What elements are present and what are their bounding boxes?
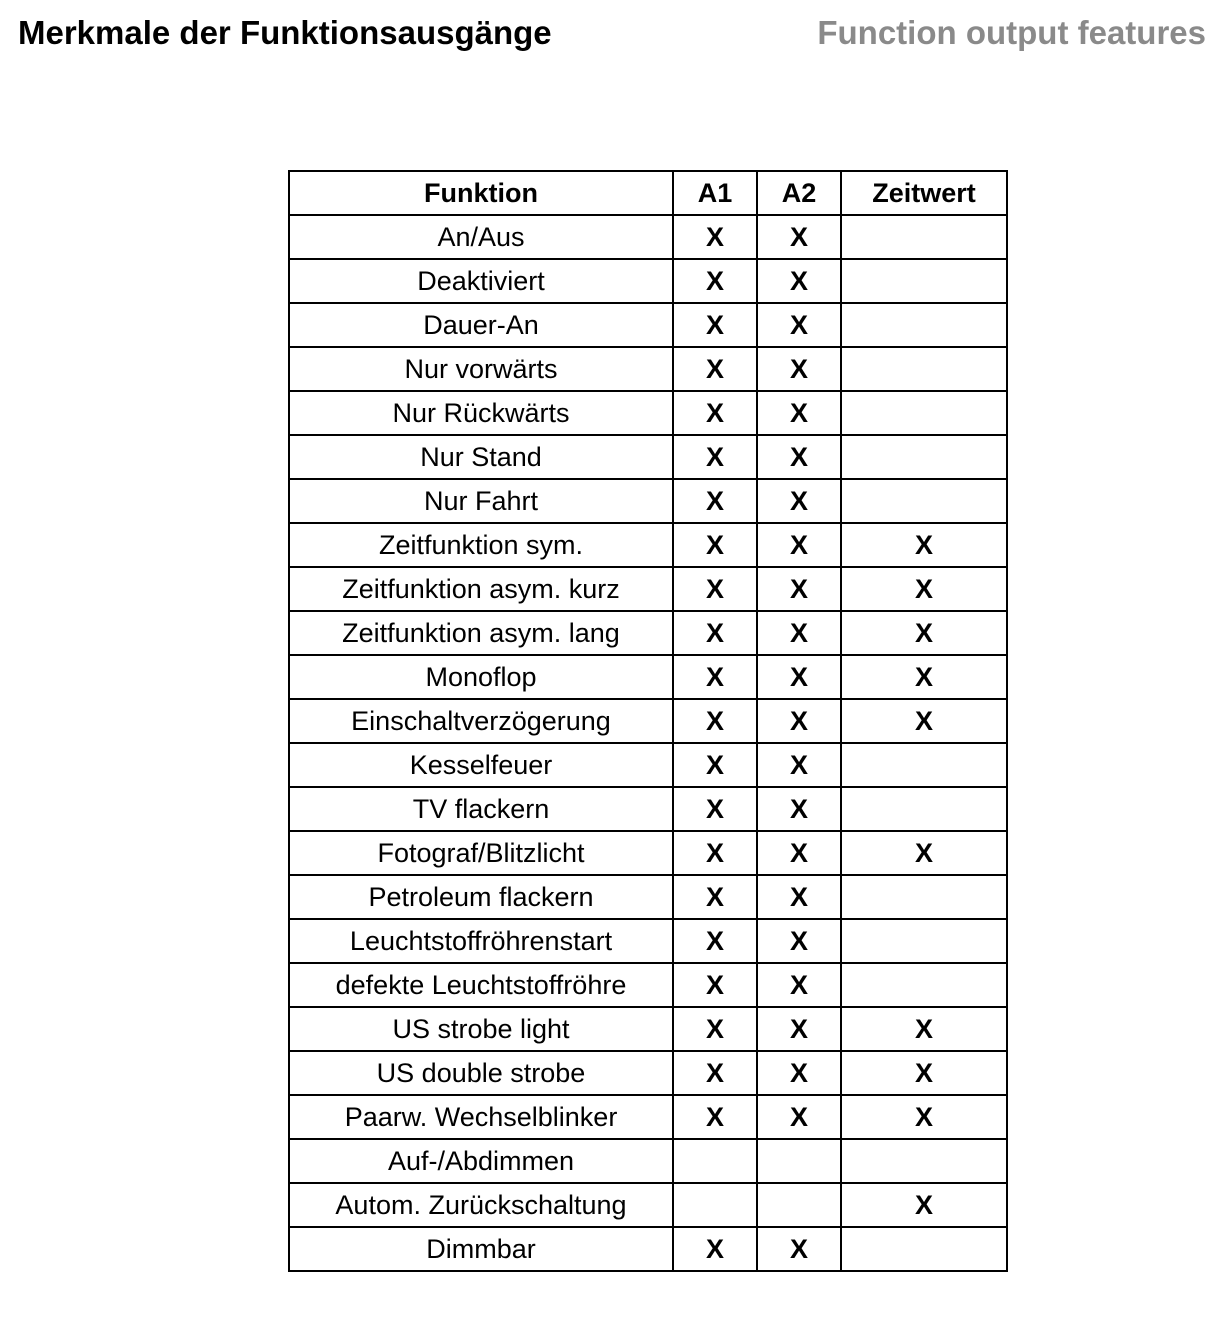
cell-a1: X xyxy=(673,391,757,435)
cell-a2: X xyxy=(757,523,841,567)
cell-funktion: Leuchtstoffröhrenstart xyxy=(289,919,673,963)
cell-a1: X xyxy=(673,523,757,567)
cell-a2: X xyxy=(757,831,841,875)
cell-a1: X xyxy=(673,743,757,787)
cell-zeitwert: X xyxy=(841,831,1007,875)
table-row xyxy=(289,655,1007,699)
table-row xyxy=(289,1095,1007,1139)
cell-a2 xyxy=(757,1183,841,1227)
cell-funktion: Nur vorwärts xyxy=(289,347,673,391)
cell-funktion: Paarw. Wechselblinker xyxy=(289,1095,673,1139)
cell-zeitwert xyxy=(841,259,1007,303)
function-features-table xyxy=(288,170,1008,1272)
cell-funktion: Dimmbar xyxy=(289,1227,673,1271)
cell-funktion: Fotograf/Blitzlicht xyxy=(289,831,673,875)
table-row xyxy=(289,1183,1007,1227)
cell-a1: X xyxy=(673,303,757,347)
table-row xyxy=(289,875,1007,919)
cell-a2: X xyxy=(757,567,841,611)
cell-zeitwert xyxy=(841,435,1007,479)
cell-a1: X xyxy=(673,919,757,963)
table-row xyxy=(289,259,1007,303)
cell-a2 xyxy=(757,1139,841,1183)
cell-funktion: Zeitfunktion asym. lang xyxy=(289,611,673,655)
cell-zeitwert: X xyxy=(841,611,1007,655)
cell-funktion: Autom. Zurückschaltung xyxy=(289,1183,673,1227)
cell-a2: X xyxy=(757,875,841,919)
column-header-funktion: Funktion xyxy=(289,171,673,215)
cell-funktion: US strobe light xyxy=(289,1007,673,1051)
cell-a2: X xyxy=(757,611,841,655)
cell-a1: X xyxy=(673,1051,757,1095)
table-row xyxy=(289,1051,1007,1095)
table-header-row xyxy=(289,171,1007,215)
cell-zeitwert xyxy=(841,347,1007,391)
column-header-a2: A2 xyxy=(757,171,841,215)
cell-a1: X xyxy=(673,963,757,1007)
cell-zeitwert xyxy=(841,743,1007,787)
cell-a1: X xyxy=(673,1227,757,1271)
cell-zeitwert xyxy=(841,919,1007,963)
cell-a2: X xyxy=(757,215,841,259)
cell-zeitwert xyxy=(841,787,1007,831)
cell-a2: X xyxy=(757,919,841,963)
table-row xyxy=(289,567,1007,611)
cell-funktion: Nur Stand xyxy=(289,435,673,479)
cell-a1: X xyxy=(673,699,757,743)
cell-zeitwert: X xyxy=(841,567,1007,611)
cell-a2: X xyxy=(757,787,841,831)
cell-zeitwert xyxy=(841,303,1007,347)
cell-funktion: US double strobe xyxy=(289,1051,673,1095)
cell-a2: X xyxy=(757,259,841,303)
cell-funktion: Dauer-An xyxy=(289,303,673,347)
cell-a2: X xyxy=(757,303,841,347)
cell-funktion: Monoflop xyxy=(289,655,673,699)
page-title-german: Merkmale der Funktionsausgänge xyxy=(18,14,552,51)
cell-a2: X xyxy=(757,1095,841,1139)
cell-zeitwert: X xyxy=(841,523,1007,567)
cell-zeitwert xyxy=(841,875,1007,919)
cell-a2: X xyxy=(757,391,841,435)
table-row xyxy=(289,1007,1007,1051)
cell-a2: X xyxy=(757,479,841,523)
table-row xyxy=(289,215,1007,259)
cell-a1 xyxy=(673,1183,757,1227)
table-row xyxy=(289,479,1007,523)
cell-funktion: TV flackern xyxy=(289,787,673,831)
cell-a2: X xyxy=(757,435,841,479)
cell-funktion: Nur Fahrt xyxy=(289,479,673,523)
table-row xyxy=(289,743,1007,787)
cell-a2: X xyxy=(757,1227,841,1271)
cell-a1: X xyxy=(673,479,757,523)
table-row xyxy=(289,1139,1007,1183)
cell-zeitwert: X xyxy=(841,1051,1007,1095)
cell-a1: X xyxy=(673,259,757,303)
cell-a2: X xyxy=(757,1051,841,1095)
cell-a1: X xyxy=(673,347,757,391)
table-row xyxy=(289,523,1007,567)
cell-funktion: Einschaltverzögerung xyxy=(289,699,673,743)
cell-a1: X xyxy=(673,655,757,699)
cell-a1: X xyxy=(673,831,757,875)
cell-zeitwert xyxy=(841,1139,1007,1183)
table-row xyxy=(289,391,1007,435)
table-row xyxy=(289,1227,1007,1271)
cell-a2: X xyxy=(757,743,841,787)
cell-zeitwert: X xyxy=(841,1007,1007,1051)
table-row xyxy=(289,435,1007,479)
column-header-zeitwert: Zeitwert xyxy=(841,171,1007,215)
cell-funktion: Zeitfunktion asym. kurz xyxy=(289,567,673,611)
cell-a2: X xyxy=(757,655,841,699)
cell-a2: X xyxy=(757,963,841,1007)
table-row xyxy=(289,303,1007,347)
cell-funktion: Petroleum flackern xyxy=(289,875,673,919)
cell-funktion: An/Aus xyxy=(289,215,673,259)
page-title-english: Function output features xyxy=(817,14,1206,51)
table-row xyxy=(289,347,1007,391)
cell-zeitwert: X xyxy=(841,655,1007,699)
cell-zeitwert xyxy=(841,391,1007,435)
cell-a1: X xyxy=(673,1007,757,1051)
cell-a2: X xyxy=(757,1007,841,1051)
cell-zeitwert xyxy=(841,479,1007,523)
cell-a1: X xyxy=(673,611,757,655)
cell-a1: X xyxy=(673,1095,757,1139)
cell-funktion: Deaktiviert xyxy=(289,259,673,303)
cell-funktion: Kesselfeuer xyxy=(289,743,673,787)
cell-funktion: Nur Rückwärts xyxy=(289,391,673,435)
cell-a1: X xyxy=(673,875,757,919)
cell-zeitwert: X xyxy=(841,1183,1007,1227)
cell-a1: X xyxy=(673,435,757,479)
column-header-a1: A1 xyxy=(673,171,757,215)
cell-a1: X xyxy=(673,567,757,611)
cell-a2: X xyxy=(757,347,841,391)
table-row xyxy=(289,963,1007,1007)
cell-zeitwert: X xyxy=(841,1095,1007,1139)
table-row xyxy=(289,831,1007,875)
cell-zeitwert xyxy=(841,1227,1007,1271)
table-row xyxy=(289,919,1007,963)
cell-zeitwert xyxy=(841,215,1007,259)
cell-a2: X xyxy=(757,699,841,743)
table-row xyxy=(289,787,1007,831)
cell-a1: X xyxy=(673,215,757,259)
cell-a1: X xyxy=(673,787,757,831)
table-row xyxy=(289,699,1007,743)
cell-zeitwert xyxy=(841,963,1007,1007)
table-row xyxy=(289,611,1007,655)
cell-funktion: Zeitfunktion sym. xyxy=(289,523,673,567)
cell-a1 xyxy=(673,1139,757,1183)
cell-funktion: defekte Leuchtstoffröhre xyxy=(289,963,673,1007)
cell-funktion: Auf-/Abdimmen xyxy=(289,1139,673,1183)
cell-zeitwert: X xyxy=(841,699,1007,743)
